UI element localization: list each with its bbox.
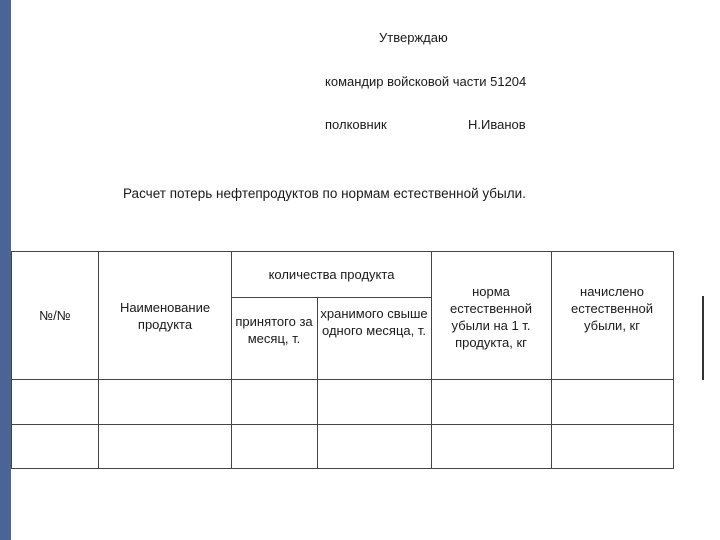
right-edge-mark [702, 296, 704, 380]
table-bottom-border [11, 468, 674, 469]
col-header-stored: хранимого свыше одного месяца, т. [320, 306, 428, 338]
col-header-norm: норма естественной убыли на 1 т. продукта, кг [449, 284, 533, 350]
col-header-quantity-group: количества продукта [268, 267, 395, 282]
commander-line: командир войсковой части 51204 [325, 74, 527, 89]
rank-label: полковник [325, 117, 387, 132]
col-border-6 [673, 251, 674, 469]
col-header-number: №/№ [39, 308, 71, 323]
table-row [12, 425, 673, 468]
col-header-product-name: Наименование продукта [119, 300, 211, 332]
quantity-subheader-line [231, 297, 431, 298]
table-row [12, 380, 673, 424]
approval-heading: Утверждаю [379, 30, 448, 45]
table-top-border [11, 251, 674, 252]
left-accent-bar [0, 0, 11, 540]
col-header-received: принятого за месяц, т. [235, 314, 313, 346]
signatory-name: Н.Иванов [468, 117, 526, 132]
col-header-accrued: начислено естественной убыли, кг [570, 284, 654, 333]
document-title: Расчет потерь нефтепродуктов по нормам естественной убыли. [123, 186, 526, 201]
